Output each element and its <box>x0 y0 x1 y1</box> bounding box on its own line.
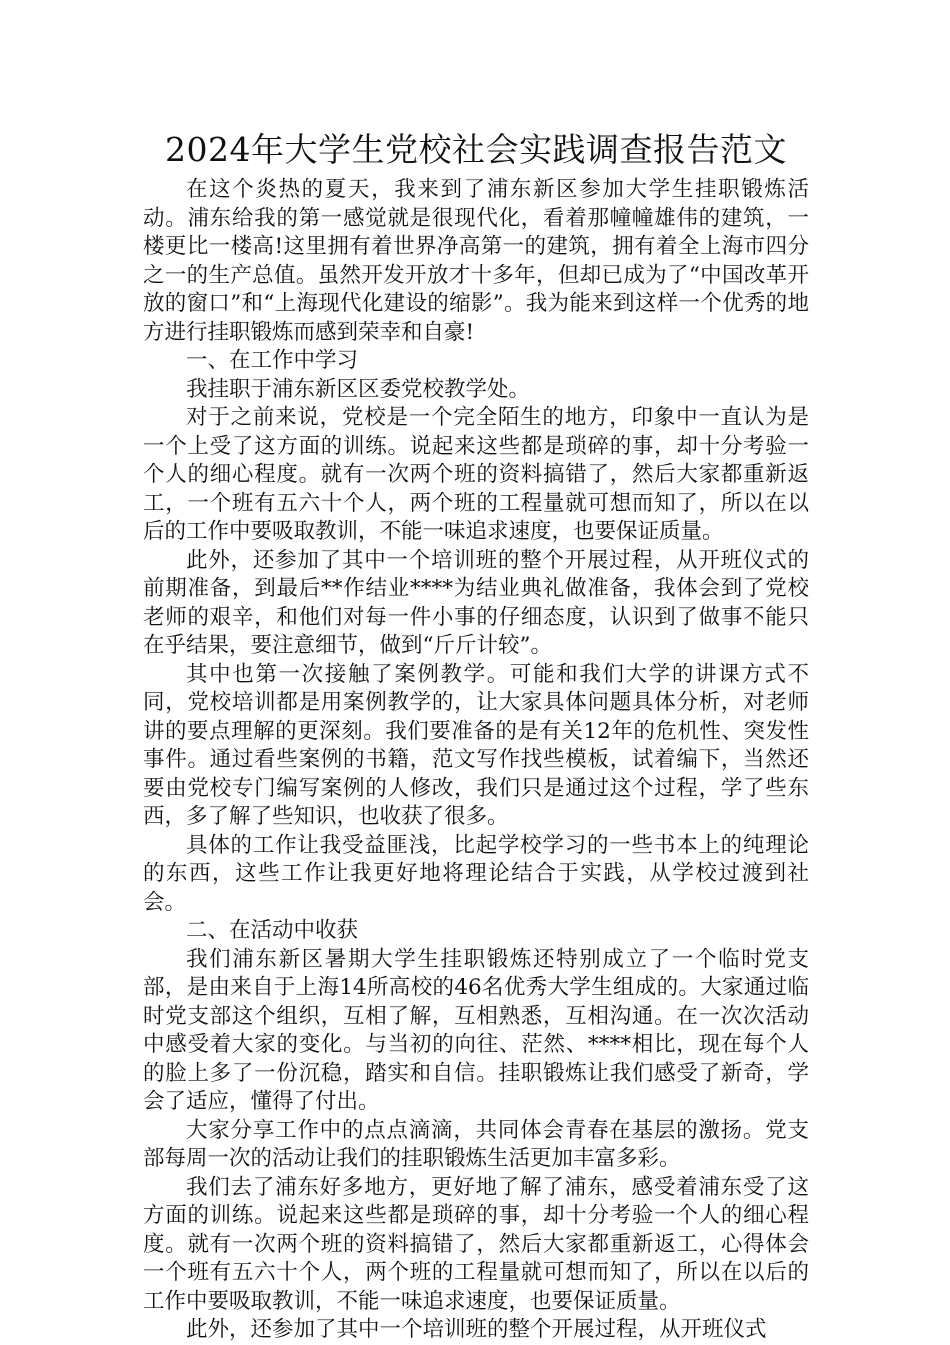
paragraph: 此外，还参加了其中一个培训班的整个开展过程，从开班仪式的前期准备，到最后**作结业****为结业典礼做准备，我体会到了党校老师的艰辛，和他们对每一件小事的仔细态度，认识到了做事不能只在乎结果，要注意细节，做到“斤斤计较”。 <box>143 547 809 658</box>
paragraph-intro: 在这个炎热的夏天，我来到了浦东新区参加大学生挂职锻炼活动。浦东给我的第一感觉就是很现代化，看着那幢幢雄伟的建筑，一楼更比一楼高!这里拥有着世界净高第一的建筑，拥有着全上海市四分之一的生产总值。虽然开发开放才十多年，但却已成为了“中国改革开放的窗口”和“上海现代化建设的缩影”。我为能来到这样一个优秀的地方进行挂职锻炼而感到荣幸和自豪! <box>143 177 809 345</box>
paragraph: 具体的工作让我受益匪浅，比起学校学习的一些书本上的纯理论的东西，这些工作让我更好地将理论结合于实践，从学校过渡到社会。 <box>143 832 809 915</box>
document-body <box>143 128 809 1345</box>
paragraph: 我们去了浦东好多地方，更好地了解了浦东，感受着浦东受了这方面的训练。说起来这些都是琐碎的事，却十分考验一个人的细心程度。就有一次两个班的资料搞错了，然后大家都重新返工，心得体会一个班有五六十个人，两个班的工程量就可想而知了，所以在以后的工作中要吸取教训，不能一味追求速度，也要保证质量。 <box>143 1174 809 1314</box>
paragraph: 其中也第一次接触了案例教学。可能和我们大学的讲课方式不同，党校培训都是用案例教学的，让大家具体问题具体分析，对老师讲的要点理解的更深刻。我们要准备的是有关12年的危机性、突发性事件。通过看些案例的书籍，范文写作找些模板，试着编下，当然还要由党校专门编写案例的人修改，我们只是通过这个过程，学了些东西，多了解了些知识，也收获了很多。 <box>143 661 809 829</box>
section-heading-1: 一、在工作中学习 <box>186 348 359 373</box>
paragraph: 我们浦东新区暑期大学生挂职锻炼还特别成立了一个临时党支部，是由来自于上海14所高校的46名优秀大学生组成的。大家通过临时党支部这个组织，互相了解，互相熟悉，互相沟通。在一次次活动中感受着大家的变化。与当初的向往、茫然、****相比，现在每个人的脸上多了一份沉稳，踏实和自信。挂职锻炼让我们感受了新奇，学会了适应，懂得了付出。 <box>143 946 809 1114</box>
paragraph-continued: 此外，还参加了其中一个培训班的整个开展过程，从开班仪式 <box>186 1317 767 1342</box>
paragraph: 我挂职于浦东新区区委党校教学处。 <box>186 376 531 402</box>
paragraph: 大家分享工作中的点点滴滴，共同体会青春在基层的激扬。党支部每周一次的活动让我们的挂职锻炼生活更加丰富多彩。 <box>143 1117 809 1171</box>
document-title: 2024年大学生党校社会实践调查报告范文 <box>165 130 787 169</box>
section-heading-2: 二、在活动中收获 <box>186 918 359 943</box>
paragraph: 对于之前来说，党校是一个完全陌生的地方，印象中一直认为是一个上受了这方面的训练。说起来这些都是琐碎的事，却十分考验一个人的细心程度。就有一次两个班的资料搞错了，然后大家都重新返工，一个班有五六十个人，两个班的工程量就可想而知了，所以在以后的工作中要吸取教训，不能一味追求速度，也要保证质量。 <box>143 405 809 544</box>
